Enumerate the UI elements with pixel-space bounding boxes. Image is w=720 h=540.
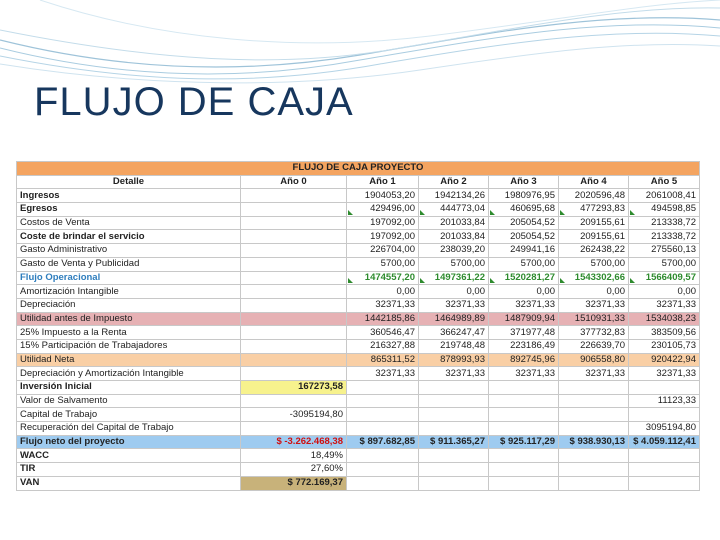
table-cell: 1520281,27 bbox=[489, 271, 559, 285]
table-row bbox=[17, 353, 700, 367]
table-cell: 209155,61 bbox=[559, 230, 629, 244]
table-cell: 0,00 bbox=[347, 285, 419, 299]
table-cell: 32371,33 bbox=[347, 367, 419, 381]
table-cell bbox=[347, 463, 419, 477]
table-cell: 238039,20 bbox=[419, 244, 489, 258]
table-cell: 366247,47 bbox=[419, 326, 489, 340]
table-cell bbox=[241, 216, 347, 230]
table-cell: 32371,33 bbox=[489, 367, 559, 381]
table-row bbox=[17, 230, 700, 244]
table-cell: 5700,00 bbox=[347, 257, 419, 271]
table-cell bbox=[419, 408, 489, 422]
row-label: 25% Impuesto a la Renta bbox=[17, 326, 241, 340]
table-cell: 2020596,48 bbox=[559, 189, 629, 203]
table-cell bbox=[489, 381, 559, 395]
table-row bbox=[17, 216, 700, 230]
table-cell: 0,00 bbox=[419, 285, 489, 299]
column-header: Año 1 bbox=[347, 175, 419, 189]
table-cell bbox=[419, 476, 489, 490]
table-cell: 5700,00 bbox=[489, 257, 559, 271]
row-label: Coste de brindar el servicio bbox=[17, 230, 241, 244]
row-label: Depreciación y Amortización Intangible bbox=[17, 367, 241, 381]
table-cell: 1566409,57 bbox=[629, 271, 700, 285]
row-label: Recuperación del Capital de Trabajo bbox=[17, 422, 241, 436]
table-cell: 226639,70 bbox=[559, 339, 629, 353]
table-cell: 0,00 bbox=[629, 285, 700, 299]
table-row bbox=[17, 285, 700, 299]
table-cell: 216327,88 bbox=[347, 339, 419, 353]
table-cell: 201033,84 bbox=[419, 216, 489, 230]
table-cell: $ 911.365,27 bbox=[419, 435, 489, 449]
table-cell bbox=[629, 463, 700, 477]
table-cell bbox=[241, 394, 347, 408]
row-label: TIR bbox=[17, 463, 241, 477]
table-cell bbox=[419, 381, 489, 395]
table-cell: 167273,58 bbox=[241, 381, 347, 395]
table-row bbox=[17, 394, 700, 408]
table-cell bbox=[419, 463, 489, 477]
table-cell: 1464989,89 bbox=[419, 312, 489, 326]
table-cell bbox=[241, 298, 347, 312]
table-row bbox=[17, 476, 700, 490]
row-label: Inversión Inicial bbox=[17, 381, 241, 395]
table-cell: 230105,73 bbox=[629, 339, 700, 353]
table-cell: 377732,83 bbox=[559, 326, 629, 340]
table-cell bbox=[489, 422, 559, 436]
table-cell bbox=[241, 367, 347, 381]
table-cell bbox=[241, 422, 347, 436]
table-cell: 275560,13 bbox=[629, 244, 700, 258]
table-cell: 892745,96 bbox=[489, 353, 559, 367]
table-cell: 1543302,66 bbox=[559, 271, 629, 285]
table-cell: 2061008,41 bbox=[629, 189, 700, 203]
table-cell bbox=[347, 476, 419, 490]
table-cell: 213338,72 bbox=[629, 230, 700, 244]
table-cell: 371977,48 bbox=[489, 326, 559, 340]
table-cell bbox=[419, 422, 489, 436]
row-label: Utilidad antes de Impuesto bbox=[17, 312, 241, 326]
table-banner: FLUJO DE CAJA PROYECTO bbox=[17, 162, 700, 176]
table-cell bbox=[489, 408, 559, 422]
table-cell: 444773,04 bbox=[419, 203, 489, 217]
table-row bbox=[17, 339, 700, 353]
table-cell bbox=[347, 408, 419, 422]
row-label: Costos de Venta bbox=[17, 216, 241, 230]
table-cell: 494598,85 bbox=[629, 203, 700, 217]
slide-title: FLUJO DE CAJA bbox=[34, 80, 354, 124]
table-row bbox=[17, 244, 700, 258]
row-label: Ingresos bbox=[17, 189, 241, 203]
table-cell: 213338,72 bbox=[629, 216, 700, 230]
table-cell bbox=[489, 394, 559, 408]
table-cell bbox=[241, 230, 347, 244]
row-label: Flujo neto del proyecto bbox=[17, 435, 241, 449]
table-cell: 920422,94 bbox=[629, 353, 700, 367]
row-label: 15% Participación de Trabajadores bbox=[17, 339, 241, 353]
table-cell bbox=[347, 381, 419, 395]
table-cell: 460695,68 bbox=[489, 203, 559, 217]
table-cell bbox=[241, 271, 347, 285]
row-label: VAN bbox=[17, 476, 241, 490]
table-cell bbox=[419, 394, 489, 408]
table-cell: 223186,49 bbox=[489, 339, 559, 353]
table-cell bbox=[241, 312, 347, 326]
row-label: Gasto de Venta y Publicidad bbox=[17, 257, 241, 271]
table-row bbox=[17, 408, 700, 422]
table-cell: 0,00 bbox=[489, 285, 559, 299]
table-cell bbox=[489, 449, 559, 463]
column-header: Detalle bbox=[17, 175, 241, 189]
table-cell bbox=[559, 408, 629, 422]
table-cell bbox=[489, 476, 559, 490]
table-cell: 1487909,94 bbox=[489, 312, 559, 326]
table-row bbox=[17, 271, 700, 285]
table-cell bbox=[241, 244, 347, 258]
table-cell: 1942134,26 bbox=[419, 189, 489, 203]
table-row bbox=[17, 257, 700, 271]
table-cell: 383509,56 bbox=[629, 326, 700, 340]
table-row bbox=[17, 312, 700, 326]
table-cell bbox=[629, 449, 700, 463]
table-cell: $ 4.059.112,41 bbox=[629, 435, 700, 449]
column-header: Año 2 bbox=[419, 175, 489, 189]
row-label: Depreciación bbox=[17, 298, 241, 312]
table-cell bbox=[629, 408, 700, 422]
table-cell bbox=[559, 463, 629, 477]
table-cell: 32371,33 bbox=[419, 298, 489, 312]
table-cell: 262438,22 bbox=[559, 244, 629, 258]
row-label: Valor de Salvamento bbox=[17, 394, 241, 408]
table-cell bbox=[241, 285, 347, 299]
decorative-waves bbox=[0, 0, 720, 90]
table-cell bbox=[559, 422, 629, 436]
table-cell: 205054,52 bbox=[489, 230, 559, 244]
table-row bbox=[17, 367, 700, 381]
table-cell: 865311,52 bbox=[347, 353, 419, 367]
table-cell: 1510931,33 bbox=[559, 312, 629, 326]
table-cell: 1534038,23 bbox=[629, 312, 700, 326]
table-cell: 32371,33 bbox=[559, 298, 629, 312]
table-cell: 878993,93 bbox=[419, 353, 489, 367]
table-cell: 32371,33 bbox=[419, 367, 489, 381]
column-header: Año 0 bbox=[241, 175, 347, 189]
table-cell bbox=[559, 449, 629, 463]
row-label: Amortización Intangible bbox=[17, 285, 241, 299]
table-cell: 1497361,22 bbox=[419, 271, 489, 285]
table-cell: 205054,52 bbox=[489, 216, 559, 230]
table-cell bbox=[559, 476, 629, 490]
table-cell bbox=[347, 449, 419, 463]
table-cell: -3095194,80 bbox=[241, 408, 347, 422]
table-cell: $ 925.117,29 bbox=[489, 435, 559, 449]
row-label: Utilidad Neta bbox=[17, 353, 241, 367]
table-cell bbox=[419, 449, 489, 463]
table-row bbox=[17, 326, 700, 340]
table-cell: $ 897.682,85 bbox=[347, 435, 419, 449]
table-cell: 32371,33 bbox=[629, 367, 700, 381]
table-cell: 5700,00 bbox=[559, 257, 629, 271]
table-cell: 197092,00 bbox=[347, 230, 419, 244]
table-cell: 1904053,20 bbox=[347, 189, 419, 203]
row-label: Flujo Operacional bbox=[17, 271, 241, 285]
table-cell: 226704,00 bbox=[347, 244, 419, 258]
table-cell: 1474557,20 bbox=[347, 271, 419, 285]
table-cell: 18,49% bbox=[241, 449, 347, 463]
table-cell: 32371,33 bbox=[629, 298, 700, 312]
table-row bbox=[17, 449, 700, 463]
table-cell: 1980976,95 bbox=[489, 189, 559, 203]
table-cell: 3095194,80 bbox=[629, 422, 700, 436]
table-cell: 477293,83 bbox=[559, 203, 629, 217]
table-cell: 1442185,86 bbox=[347, 312, 419, 326]
table-cell bbox=[489, 463, 559, 477]
table-cell bbox=[241, 189, 347, 203]
table-cell bbox=[347, 394, 419, 408]
table-row bbox=[17, 435, 700, 449]
table-row bbox=[17, 298, 700, 312]
table-cell: 906558,80 bbox=[559, 353, 629, 367]
row-label: Egresos bbox=[17, 203, 241, 217]
table-cell bbox=[559, 394, 629, 408]
table-cell bbox=[241, 326, 347, 340]
table-cell: 429496,00 bbox=[347, 203, 419, 217]
table-cell: 11123,33 bbox=[629, 394, 700, 408]
table-cell bbox=[241, 339, 347, 353]
table-cell: 209155,61 bbox=[559, 216, 629, 230]
table-cell bbox=[241, 203, 347, 217]
table-cell: $ 938.930,13 bbox=[559, 435, 629, 449]
table-cell: 0,00 bbox=[559, 285, 629, 299]
cash-flow-table bbox=[16, 161, 699, 491]
table-cell bbox=[629, 476, 700, 490]
table-cell bbox=[629, 381, 700, 395]
table-cell: $ -3.262.468,38 bbox=[241, 435, 347, 449]
table-row bbox=[17, 189, 700, 203]
table-cell bbox=[241, 353, 347, 367]
column-header: Año 3 bbox=[489, 175, 559, 189]
table-cell: 5700,00 bbox=[629, 257, 700, 271]
table-cell: 249941,16 bbox=[489, 244, 559, 258]
table-cell: 5700,00 bbox=[419, 257, 489, 271]
table-cell: 360546,47 bbox=[347, 326, 419, 340]
column-header: Año 5 bbox=[629, 175, 700, 189]
table-cell: 197092,00 bbox=[347, 216, 419, 230]
table-row bbox=[17, 203, 700, 217]
table-cell: $ 772.169,37 bbox=[241, 476, 347, 490]
table-cell: 32371,33 bbox=[347, 298, 419, 312]
table-cell: 32371,33 bbox=[559, 367, 629, 381]
table-cell: 32371,33 bbox=[489, 298, 559, 312]
row-label: WACC bbox=[17, 449, 241, 463]
column-header: Año 4 bbox=[559, 175, 629, 189]
table-row bbox=[17, 463, 700, 477]
row-label: Gasto Administrativo bbox=[17, 244, 241, 258]
table-cell bbox=[241, 257, 347, 271]
table-cell bbox=[559, 381, 629, 395]
table-cell: 201033,84 bbox=[419, 230, 489, 244]
row-label: Capital de Trabajo bbox=[17, 408, 241, 422]
table-cell bbox=[347, 422, 419, 436]
table-cell: 219748,48 bbox=[419, 339, 489, 353]
table-row bbox=[17, 422, 700, 436]
table-cell: 27,60% bbox=[241, 463, 347, 477]
table-row bbox=[17, 381, 700, 395]
